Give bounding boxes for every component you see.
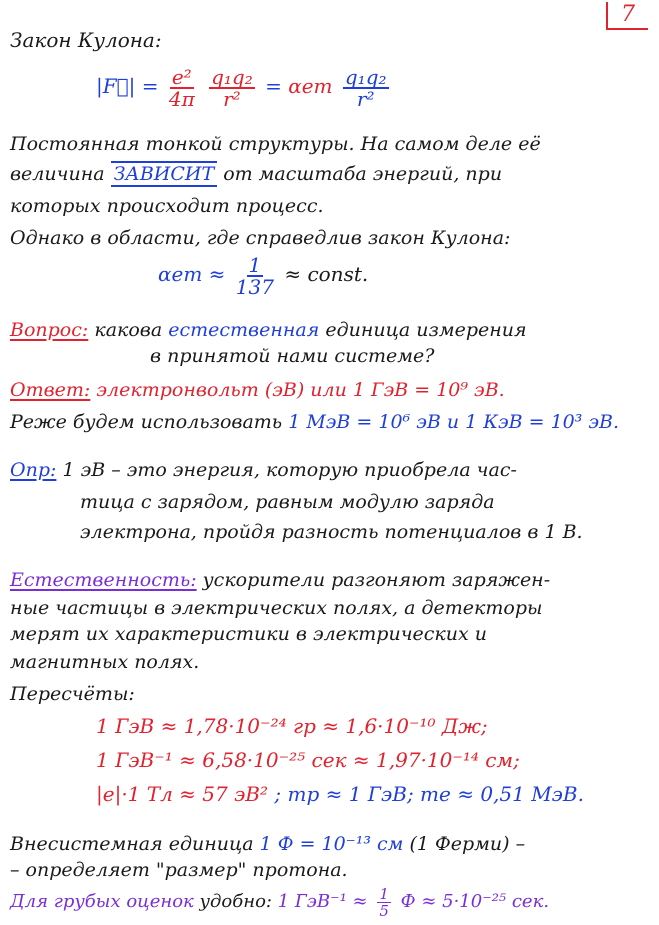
fraction-1-5: $\frac{1}{5}$ (379, 884, 389, 920)
fraction-1-137: $\frac{1}{137}$ (235, 252, 274, 299)
paragraph-line-1: Постоянная тонкой структуры. На самом деле её (10, 133, 541, 155)
conversions-label: Пересчёты: (10, 683, 135, 705)
equals-sign: = (265, 74, 282, 98)
answer-line-1: Ответ: электронвольт (эВ) или 1 ГэВ = 10⁹ эВ. (10, 379, 505, 401)
fraction-e2-4pi: $\frac{\text{e²}}{4\pi}$ (168, 64, 195, 111)
definition-line-1: Опр: 1 эВ – это энергия, которую приобрела час- (10, 459, 517, 481)
page-number: 7 (606, 2, 648, 30)
estimates-line: Для грубых оценок удобно: 1 ГэВ⁻¹ ≈ $\frac{1}{5}$ Ф ≈ 5·10⁻²⁵ сек. (10, 884, 550, 920)
answer-label: Ответ: (10, 379, 91, 401)
conversion-gev-mass: 1 ГэВ ≈ 1,78·10⁻²⁴ гр ≈ 1,6·10⁻¹⁰ Дж; (96, 714, 488, 738)
paragraph-line-3: которых происходит процесс. (10, 195, 324, 217)
paragraph-line-2: величина ЗАВИСИТ от масштаба энергий, при (10, 163, 503, 185)
alpha-em: αem (288, 74, 333, 98)
fermi-line-2: – определяет "размер" протона. (10, 859, 348, 881)
paragraph-line-4: Однако в области, где справедлив закон Кулона: (10, 227, 511, 249)
fraction-q1q2-r2-second: $\frac{\text{q₁q₂}}{\text{r²}}$ (344, 64, 387, 111)
conversion-inverse-gev: 1 ГэВ⁻¹ ≈ 6,58·10⁻²⁵ сек ≈ 1,97·10⁻¹⁴ см; (96, 748, 520, 772)
question-line-1: Вопрос: какова естественная единица измерения (10, 319, 527, 341)
naturalness-line-3: мерят их характеристики в электрических и (10, 623, 487, 645)
fermi-line-1: Внесистемная единица 1 Ф = 10⁻¹³ см (1 Ферми) – (10, 833, 526, 855)
naturalness-line-1: Естественность: ускорители разгоняют заряжен- (10, 569, 551, 591)
question-label: Вопрос: (10, 319, 89, 341)
conversion-tesla: |e|·1 Тл ≈ 57 эВ² ; mp ≈ 1 ГэВ; me ≈ 0,51 МэВ. (96, 782, 584, 806)
question-line-2: в принятой нами системе? (150, 345, 435, 367)
answer-line-2: Реже будем использовать 1 МэВ = 10⁶ эВ и 1 КэВ = 10³ эВ. (10, 411, 620, 433)
force-lhs: |F⃗| = (96, 74, 159, 98)
coulomb-formula (96, 66, 393, 109)
depends-emphasis: ЗАВИСИТ (111, 161, 218, 187)
naturalness-line-4: магнитных полях. (10, 651, 200, 673)
fraction-q1q2-r2: $\frac{\text{q₁q₂}}{\text{r²}}$ (211, 64, 253, 111)
naturalness-label: Естественность: (10, 569, 197, 591)
alpha-constant-formula: αem ≈ $\frac{1}{137}$ ≈ const. (158, 252, 369, 299)
section-title: Закон Кулона: (10, 28, 162, 52)
definition-line-2: тица с зарядом, равным модулю заряда (80, 491, 495, 513)
definition-label: Опр: (10, 459, 57, 481)
naturalness-line-2: ные частицы в электрических полях, а детекторы (10, 597, 543, 619)
definition-line-3: электрона, пройдя разность потенциалов в 1 В. (80, 521, 583, 543)
